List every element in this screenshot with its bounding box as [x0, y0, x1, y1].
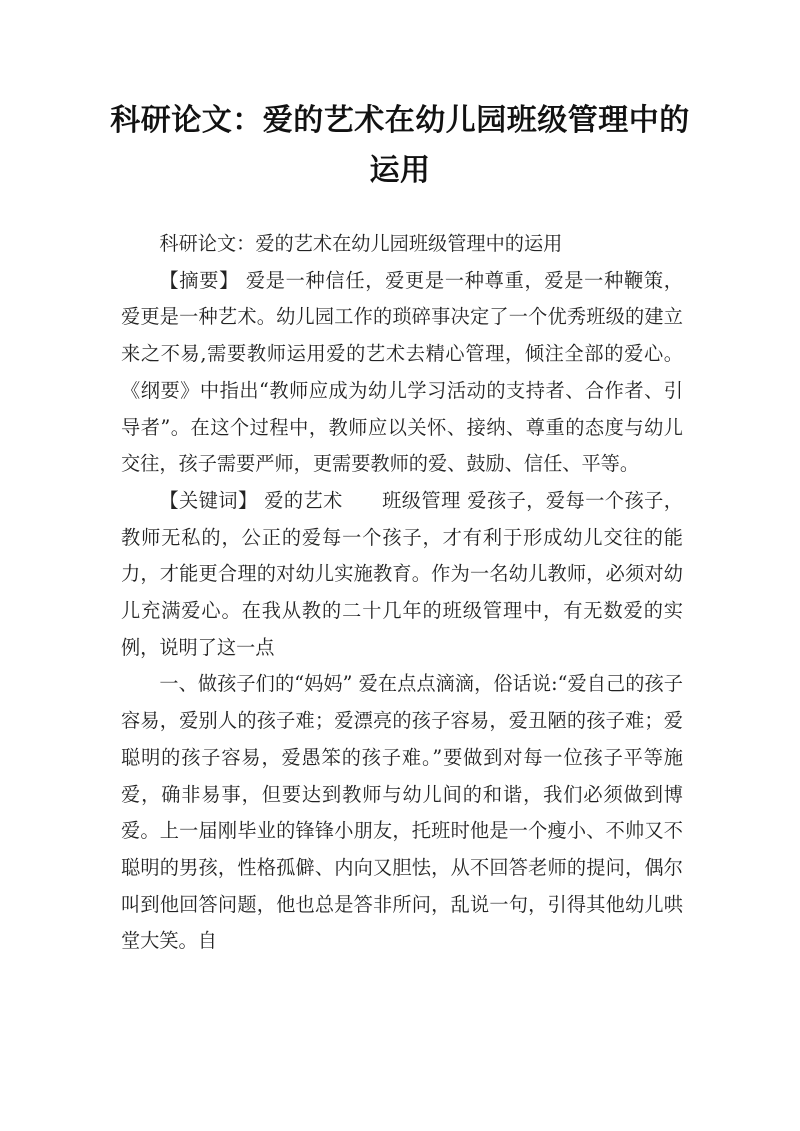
abstract-paragraph: 【摘要】 爱是一种信任，爱更是一种尊重，爱是一种鞭策，爱更是一种艺术。幼儿园工作的琐碎事决定了一个优秀班级的建立来之不易,需要教师运用爱的艺术去精心管理，倾注全部的爱心。《纲要》中指出“教师应成为幼儿学习活动的支持者、合作者、引导者”。在这个过程中，教师应以关怀、接纳、尊重的态度与幼儿交往，孩子需要严师，更需要教师的爱、鼓励、信任、平等。: [121, 268, 683, 476]
section-one-paragraph: 一、做孩子们的“妈妈” 爱在点点滴滴，俗话说:“爱自己的孩子容易，爱别人的孩子难；爱漂亮的孩子容易，爱丑陋的孩子难；爱聪明的孩子容易，爱愚笨的孩子难。”要做到对每一位孩子平等施爱，确非易事，但要达到教师与幼儿间的和谐，我们必须做到博爱。上一届刚毕业的锋锋小朋友，托班时他是一个瘦小、不帅又不聪明的男孩，性格孤僻、内向又胆怯，从不回答老师的提问，偶尔叫到他回答问题，他也总是答非所问，乱说一句，引得其他幼儿哄堂大笑。自: [121, 672, 683, 953]
keywords-paragraph: 【关键词】 爱的艺术 班级管理 爱孩子，爱每一个孩子，教师无私的，公正的爱每一个孩子，才有利于形成幼儿交往的能力，才能更合理的对幼儿实施教育。作为一名幼儿教师，必须对幼儿充满爱心。在我从教的二十几年的班级管理中，有无数爱的实例，说明了这一点: [121, 488, 683, 659]
document-body: [121, 226, 683, 960]
subtitle-paragraph: 科研论文：爱的艺术在幼儿园班级管理中的运用: [159, 232, 563, 255]
document-title: 科研论文：爱的艺术在幼儿园班级管理中的运用: [110, 103, 690, 188]
